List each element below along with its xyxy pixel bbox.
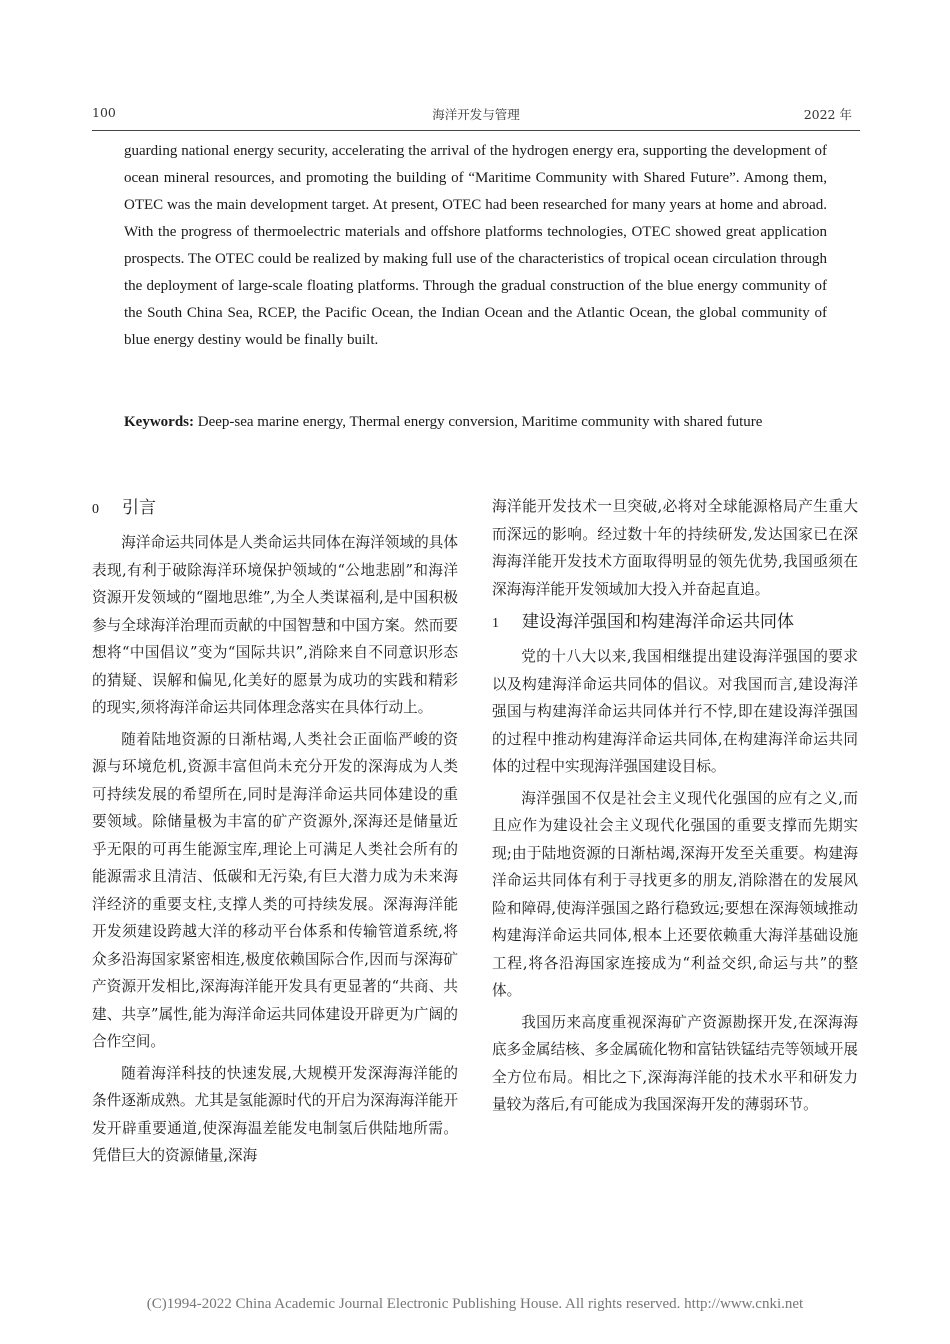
keywords-label: Keywords: xyxy=(124,414,194,430)
paragraph: 我国历来高度重视深海矿产资源勘探开发,在深海海底多金属结核、多金属硫化物和富钴铁锰结壳等领域开展全方位布局。相比之下,深海海洋能的技术水平和研发力量较为落后,有可能成为我国深海开发的薄弱环节。 xyxy=(492,1013,858,1113)
abstract-text: guarding national energy security, accelerating the arrival of the hydrogen energy era, supporting the development of ocean mineral resources, and promoting the building of “Maritime Community with Shared Future”. Among them, OTEC was the main development target. At present, OTEC had been researched for many years at home and abroad. With the progress of thermoelectric materials and offshore platforms technologies, OTEC showed great application prospects. The OTEC could be realized by making full use of the characteristics of tropical ocean circulation through the deployment of large-scale floating platforms. Through the gradual construction of the blue energy community of the South China Sea, RCEP, the Pacific Ocean, the Indian Ocean and the Atlantic Ocean, the global community of blue energy destiny would be finally built. xyxy=(124,143,827,348)
left-column xyxy=(92,493,458,1174)
header-rule xyxy=(92,130,860,131)
publication-year: 2022 年 xyxy=(803,107,852,122)
right-column xyxy=(492,493,858,1123)
paragraph: 党的十八大以来,我国相继提出建设海洋强国的要求以及构建海洋命运共同体的倡议。对我国而言,建设海洋强国与构建海洋命运共同体并行不悖,即在建设海洋强国的过程中推动构建海洋命运共同体,在构建海洋命运共同体的过程中实现海洋强国建设目标。 xyxy=(492,648,858,775)
section-heading-introduction xyxy=(92,493,458,525)
section-title: 引言 xyxy=(122,498,156,518)
section-title: 建设海洋强国和构建海洋命运共同体 xyxy=(522,612,794,632)
paragraph: 海洋命运共同体是人类命运共同体在海洋领域的具体表现,有利于破除海洋环境保护领域的“公地悲剧”和海洋资源开发领域的“圈地思维”,为全人类谋福利,是中国积极参与全球海洋治理而贡献的中国智慧和中国方案。然而要想将“中国倡议”变为“国际共识”,消除来自不同意识形态的猜疑、误解和偏见,化美好的愿景为成功的实践和精彩的现实,须将海洋命运共同体理念落实在具体行动上。 xyxy=(92,534,458,716)
paragraph-continued: 海洋能开发技术一旦突破,必将对全球能源格局产生重大而深远的影响。经过数十年的持续研发,发达国家已在深海海洋能开发技术方面取得明显的领先优势,我国亟须在深海海洋能开发领域加大投入并奋起直追。 xyxy=(492,498,858,598)
paragraph: 海洋强国不仅是社会主义现代化强国的应有之义,而且应作为建设社会主义现代化强国的重要支撑而先期实现;由于陆地资源的日渐枯竭,深海开发至关重要。构建海洋命运共同体有利于寻找更多的朋友,消除潜在的发展风险和障碍,使海洋强国之路行稳致远;要想在深海领域推动构建海洋命运共同体,根本上还要依赖重大海洋基础设施工程,将各沿海国家连接成为“利益交织,命运与共”的整体。 xyxy=(492,789,858,999)
running-header xyxy=(92,105,860,125)
section-heading-1 xyxy=(492,607,858,639)
keywords xyxy=(124,409,827,436)
page-number: 100 xyxy=(92,105,116,120)
copyright-footer: (C)1994-2022 China Academic Journal Electronic Publishing House. All rights reserved. http://www.cnki.net xyxy=(146,1296,804,1312)
keywords-text: Deep-sea marine energy, Thermal energy conversion, Maritime community with shared future xyxy=(194,414,763,430)
paragraph: 随着陆地资源的日渐枯竭,人类社会正面临严峻的资源与环境危机,资源丰富但尚未充分开发的深海成为人类可持续发展的希望所在,同时是海洋命运共同体建设的重要领域。除储量极为丰富的矿产资源外,深海还是储量近乎无限的可再生能源宝库,理论上可满足人类社会所有的能源需求且清洁、低碳和无污染,有巨大潜力成为未来海洋经济的重要支柱,支撑人类的可持续发展。深海海洋能开发须建设跨越大洋的移动平台体系和传输管道系统,将众多沿海国家紧密相连,极度依赖国际合作,因而与深海矿产资源开发相比,深海海洋能开发具有更显著的“共商、共建、共享”属性,能为海洋命运共同体建设开辟更为广阔的合作空间。 xyxy=(92,730,458,1050)
section-number: 1 xyxy=(492,616,499,631)
section-number: 0 xyxy=(92,502,99,517)
journal-title: 海洋开发与管理 xyxy=(432,107,520,122)
paragraph: 随着海洋科技的快速发展,大规模开发深海海洋能的条件逐渐成熟。尤其是氢能源时代的开启为深海海洋能开发开辟重要通道,使深海温差能发电制氢后供陆地所需。凭借巨大的资源储量,深海 xyxy=(92,1064,458,1164)
